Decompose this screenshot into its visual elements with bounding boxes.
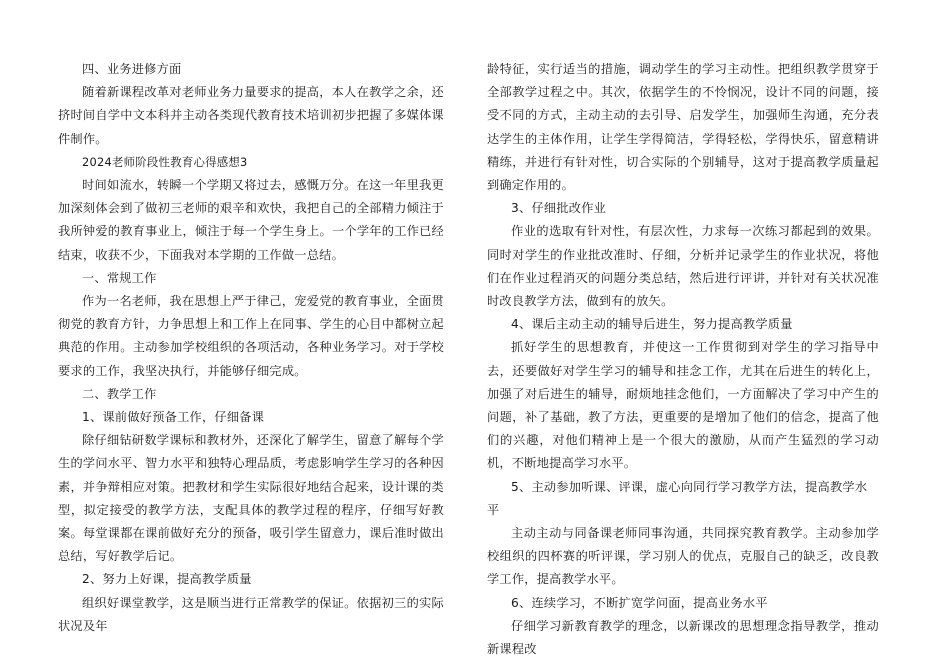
paragraph: 随着新课程改革对老师业务力量要求的提高，本人在教学之余，还挤时间自学中文本科并主动各类现代教育技术培训初步把握了多媒体课件制作。 [58, 85, 444, 146]
subsection-heading: 3、仔细批改作业 [511, 201, 607, 216]
subsection-heading: 4、课后主动主动的辅导后进生，努力提高教学质量 [511, 317, 793, 332]
paragraph: 组织好课堂教学，这是顺当进行正常教学的保证。依据初三的实际状况及年 [58, 595, 444, 633]
article-title: 2024老师阶段性教育心得感想3 [82, 154, 248, 169]
right-column [487, 58, 879, 661]
paragraph: 仔细学习新教育教学的理念，以新课改的思想理念指导教学，推动新课程改 [487, 618, 879, 657]
section-heading: 四、业务进修方面 [82, 62, 182, 76]
paragraph: 抓好学生的思想教育，并使这一工作贯彻到对学生的学习指导中去，还要做好对学生学习的辅导和挂念工作，尤其在后进生的转化上，加强了对后进生的辅导，耐烦地挂念他们，一方面解决了学习中产生的问题，补了基础，教了方法，更重要的是增加了他们的信念，提高了他们的兴趣，对他们精神上是一个很大的激励，从而产生猛烈的学习动机，不断地提高学习水平。 [487, 340, 879, 471]
paragraph: 除仔细钻研数学课标和教材外，还深化了解学生，留意了解每个学生的学问水平、智力水平和独特心理品质，考虑影响学生学习的各种因素，并争辩相应对策。把教材和学生实际很好地结合起来，设计课的类型，拟定接受的教学方法，支配具体的教学过程的程序，仔细写好教案。每堂课都在课前做好充分的预备，吸引学生留意力，课后准时做出总结，写好教学后记。 [58, 433, 444, 564]
paragraph-continued: 龄特征，实行适当的措施，调动学生的学习主动性。把组织教学贯穿于全部教学过程之中。其次，依据学生的不怜悯况，设计不同的问题，接受不同的方式，主动主动的去引导、启发学生，加强师生沟通，充分表达学生的主体作用，让学生学得简洁，学得轻松，学得快乐，留意精讲精练，并进行有针对性，切合实际的个别辅导，这对于提高教学质量起到确定作用的。 [487, 62, 879, 193]
subsection-heading: 2、努力上好课，提高教学质量 [82, 572, 252, 587]
subsection-heading: 1、课前做好预备工作，仔细备课 [82, 410, 265, 425]
paragraph: 作业的选取有针对性，有层次性，力求每一次练习都起到的效果。同时对学生的作业批改准时、仔细，分析并记录学生的作业状况，将他们在作业过程消灭的问题分类总结，然后进行评讲，并针对有关状况准时改良教学方法，做到有的放矢。 [487, 224, 879, 309]
paragraph: 时间如流水，转瞬一个学期又将过去，感慨万分。在这一年里我更加深刻体会到了做初三老师的艰辛和欢快，我把自己的全部精力倾注于我所钟爱的教育事业上，倾注于每一个学生身上。一个学年的工作已经结束，收获不少，下面我对本学期的工作做一总结。 [58, 178, 444, 262]
left-column [58, 58, 444, 638]
paragraph: 作为一名老师，我在思想上严于律己，宠爱党的教育事业，全面贯彻党的教育方针，力争思想上和工作上在同事、学生的心目中都树立起典范的作用。主动参加学校组织的各项活动，各种业务学习。对于学校要求的工作，我坚决执行，并能够仔细完成。 [58, 294, 444, 378]
section-heading: 二、教学工作 [82, 386, 157, 401]
section-heading: 一、常规工作 [82, 270, 157, 285]
paragraph: 主动主动与同备课老师同事沟通，共同探究教育教学。主动参加学校组织的四杯赛的听评课，学习别人的优点，克服自己的缺乏，改良教学工作，提高教学水平。 [487, 526, 879, 587]
subsection-heading: 6、连续学习，不断扩宽学问面，提高业务水平 [511, 595, 768, 610]
subsection-heading: 5、主动参加听课、评课，虚心向同行学习教学方法，提高教学水平 [487, 479, 868, 517]
